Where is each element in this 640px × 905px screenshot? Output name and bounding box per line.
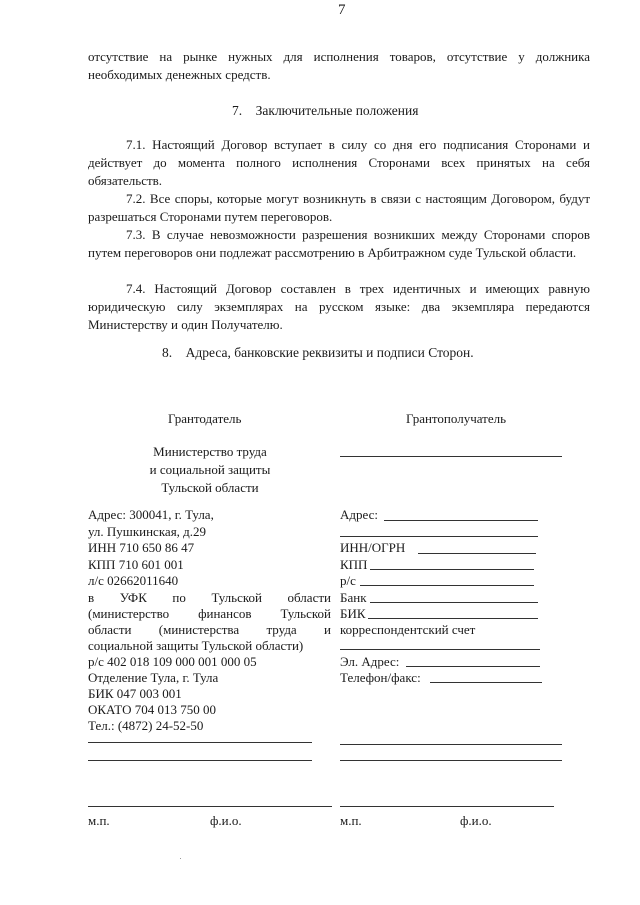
grantor-address-1: Адрес: 300041, г. Тула,	[88, 507, 214, 522]
recipient-corr-label: корреспондентский счет	[340, 622, 476, 637]
ufk-word: Тульской	[211, 590, 262, 605]
grantor-org-line-3: Тульской области	[161, 480, 259, 495]
grantor-bik: БИК 047 003 001	[88, 686, 182, 701]
recipient-email-line	[406, 666, 540, 667]
section-7-heading	[232, 103, 418, 119]
recipient-rs-line	[360, 585, 534, 586]
recipient-rs-label: р/с	[340, 573, 356, 588]
recipient-name-line	[340, 456, 562, 457]
recipient-mp: м.п.	[340, 813, 362, 828]
grantor-sign-line	[88, 806, 332, 807]
grantor-address-2: ул. Пушкинская, д.29	[88, 524, 207, 539]
grantor-heading: Грантодатель	[168, 411, 242, 426]
recipient-bank-line	[370, 602, 538, 603]
recipient-corr-line	[340, 649, 540, 650]
recipient-bik-label: БИК	[340, 606, 366, 621]
section-7-title: Заключительные положения	[255, 103, 419, 118]
grantor-inn: ИНН 710 650 86 47	[88, 540, 195, 555]
recipient-bik-line	[368, 618, 538, 619]
section-7-number: 7.	[232, 103, 243, 118]
recipient-sign-line	[340, 806, 554, 807]
recipient-inn-line	[418, 553, 536, 554]
recipient-email-label: Эл. Адрес:	[340, 654, 400, 669]
recipient-phone-line	[430, 682, 542, 683]
clause-7-1: 7.1. Настоящий Договор вступает в силу со дня его подписания Сторонами и действует до момента полного исполнения Сторонами всех принятых на себя обязательств.	[88, 137, 590, 188]
ministry-word: финансов	[198, 606, 252, 621]
grantor-kpp: КПП 710 601 001	[88, 557, 184, 572]
page-number: 7	[338, 2, 346, 18]
recipient-address-label: Адрес:	[340, 507, 378, 522]
intro-paragraph: отсутствие на рынке нужных для исполнения товаров, отсутствие у должника необходимых денежных средств.	[88, 49, 590, 82]
oblast-word: области	[88, 622, 132, 637]
recipient-kpp-line	[370, 569, 534, 570]
grantor-okato: ОКАТО 704 013 750 00	[88, 702, 216, 717]
clause-7-2: 7.2. Все споры, которые могут возникнуть в связи с настоящим Договором, будут разрешаться Сторонами путем переговоров.	[88, 191, 590, 224]
section-8-title: Адреса, банковские реквизиты и подписи Сторон.	[185, 345, 474, 360]
recipient-bank-label: Банк	[340, 590, 367, 605]
ufk-word: в	[88, 590, 95, 605]
grantor-rs: р/с 402 018 109 000 001 000 05	[88, 654, 257, 669]
recipient-heading: Грантополучатель	[406, 411, 507, 426]
oblast-word: труда	[266, 622, 297, 637]
section-8-heading	[162, 345, 474, 361]
grantor-phone: Тел.: (4872) 24-52-50	[88, 718, 204, 733]
grantor-organization	[100, 443, 320, 497]
recipient-phone-label: Телефон/факс:	[340, 670, 421, 685]
recipient-inn-label: ИНН/ОГРН	[340, 540, 406, 555]
grantor-org-line-2: и социальной защиты	[149, 462, 271, 477]
oblast-word: и	[324, 622, 331, 637]
section-8-number: 8.	[162, 345, 173, 360]
recipient-fio: ф.и.о.	[460, 813, 492, 828]
recipient-address-line	[384, 520, 538, 521]
grantor-fio: ф.и.о.	[210, 813, 242, 828]
recipient-kpp-label: КПП	[340, 557, 368, 572]
recipient-signature-line-1	[340, 744, 562, 745]
grantor-mp: м.п.	[88, 813, 110, 828]
recipient-address-line-2	[340, 536, 538, 537]
clause-7-4: 7.4. Настоящий Договор составлен в трех идентичных и имеющих равную юридическую силу экземплярах на русском языке: два экземпляра передаются Министерству и один Получателю.	[88, 281, 590, 332]
scan-dot	[180, 858, 181, 859]
ministry-word: Тульской	[280, 606, 331, 621]
grantor-signature-line-1	[88, 742, 312, 743]
grantor-ls: л/с 02662011640	[88, 573, 179, 588]
clause-7-3: 7.3. В случае невозможности разрешения возникших между Сторонами споров путем переговоров они подлежат рассмотрению в Арбитражном суде Тульской области.	[88, 227, 590, 260]
grantor-social-line: социальной защиты Тульской области)	[88, 638, 304, 653]
ufk-word: УФК	[119, 590, 147, 605]
ministry-word: (министерство	[88, 606, 170, 621]
recipient-signature-line-2	[340, 760, 562, 761]
oblast-word: (министерства	[158, 622, 240, 637]
grantor-signature-line-2	[88, 760, 312, 761]
grantor-branch: Отделение Тула, г. Тула	[88, 670, 219, 685]
ufk-word: области	[287, 590, 331, 605]
ufk-word: по	[172, 590, 186, 605]
grantor-org-line-1: Министерство труда	[153, 444, 267, 459]
